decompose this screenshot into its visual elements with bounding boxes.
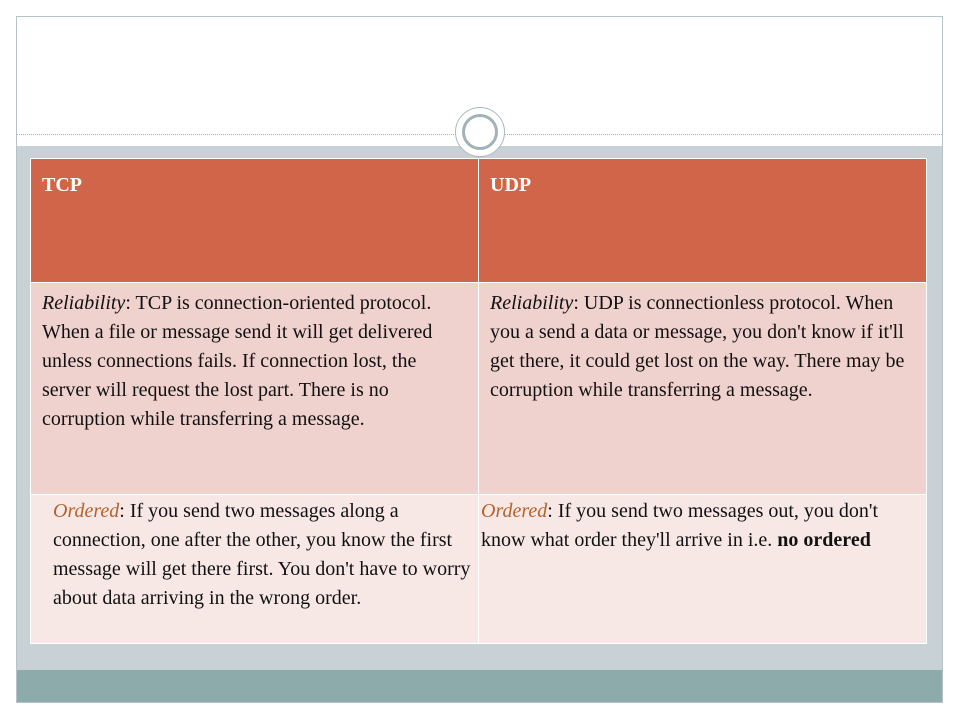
cell-udp-ordered [479, 495, 927, 644]
term-reliability: Reliability [490, 292, 574, 314]
comparison-table [30, 158, 927, 644]
reliability-row [31, 283, 927, 495]
term-ordered: Ordered [481, 500, 548, 522]
header-row [31, 159, 927, 283]
term-ordered: Ordered [53, 500, 120, 522]
udp-ordered-text: : If you send two messages out, you don't know what order they'll arrive in i.e. [481, 500, 879, 551]
udp-ordered-emphasis: no ordered [777, 529, 871, 551]
tcp-reliability-text: : TCP is connection-oriented protocol. When a file or message send it will get delivered unless connections fails. If connection lost, the server will request the lost part. There is no corruption while transferring a message. [42, 292, 433, 430]
ring-ornament-icon [455, 107, 505, 157]
ring-inner [462, 114, 498, 150]
cell-tcp-reliability [31, 283, 479, 495]
tcp-ordered-text: : If you send two messages along a connection, one after the other, you know the first message will get there first. You don't have to worry about data arriving in the wrong order. [53, 500, 471, 609]
header-tcp: TCP [31, 159, 479, 283]
udp-reliability-text: : UDP is connectionless protocol. When you a send a data or message, you don't know if it'll get there, it could get lost on the way. There may be corruption while transferring a message. [490, 292, 905, 401]
header-udp: UDP [479, 159, 927, 283]
term-reliability: Reliability [42, 292, 126, 314]
cell-udp-reliability [479, 283, 927, 495]
ordered-row [31, 495, 927, 644]
cell-tcp-ordered [31, 495, 479, 644]
